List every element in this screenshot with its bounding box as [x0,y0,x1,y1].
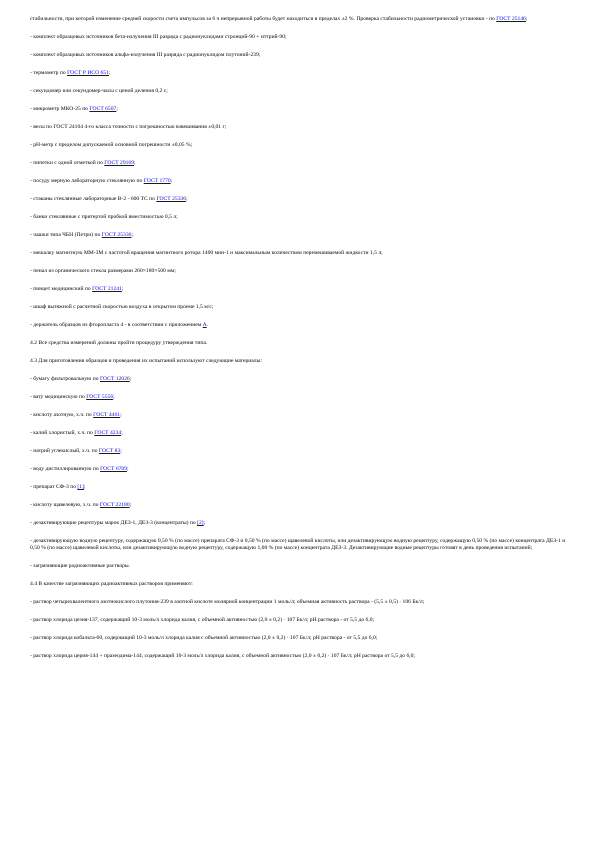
paragraph-text: ; [203,519,206,526]
paragraph-text: - весы по ГОСТ 24104 4-го класса точности с погрешностью взвешивания ±0,01 г; [30,123,227,130]
paragraph-text: - калий хлористый, х.ч. по [30,429,95,436]
paragraph-text: 4.4 В качестве загрязняющих радиоактивных растворов применяют: [30,581,193,588]
paragraph [30,617,570,625]
paragraph-text: ; [127,465,129,472]
paragraph [30,268,570,276]
paragraph [30,430,570,438]
paragraph [30,358,570,366]
paragraph-text: - банки стеклянные с притертой пробкой вместимостью 0,5 л; [30,213,178,220]
paragraph [30,581,570,589]
reference-link[interactable]: ГОСТ 25336 [156,195,187,202]
reference-link[interactable]: ГОСТ 21241 [92,285,122,292]
reference-link[interactable]: ГОСТ 5556 [86,393,114,400]
paragraph-text: - микрометр МКО-25 по [30,105,90,112]
paragraph-text: - мешалку магнитную ММ-3М с частотой вращения магнитного ротора 1400 мин-1 и максимальным количеством перемешиваемой жидкости 1,5 л; [30,249,383,256]
paragraph [30,653,570,661]
reference-link[interactable]: ГОСТ 25336 [101,231,132,238]
paragraph-text: - дезактивирующие рецептуры марок ДЕЗ-1, ДЕЗ-3 (концентраты) по [30,519,198,526]
paragraph-text: . [206,321,209,328]
reference-link[interactable]: ГОСТ 12026 [99,375,130,382]
paragraph [30,448,570,456]
paragraph [30,484,570,492]
reference-link[interactable]: ГОСТ 22180 [99,501,130,508]
reference-link[interactable]: А [202,321,207,328]
reference-link[interactable]: ГОСТ Р ИСО 651 [67,69,109,76]
paragraph [30,322,570,330]
paragraph-text: ; [113,393,115,400]
reference-link[interactable]: ГОСТ 1770 [143,177,171,184]
paragraph-text: ; [120,447,122,454]
paragraph-text: ; [170,177,173,184]
paragraph-text: - стаканы стеклянные лабораторные В-2 - 600 ТС по [30,195,157,202]
paragraph-text: - дезактивирующую водную рецептуру, содержащую 0,50 % (по массе) препарата СФ-3 и 0,50 % (по массе) щавелевой кислоты, или дезактивирующую водную рецептуру, содержащую 0,50 % (по массе) концентрата ДЕЗ-1 и 0,50 % (по массе) щавелевой кислоты, или дезактивирующую водную рецептуру, содержащую 1,00 % (по массе) концентрата ДЕЗ-3. Дезактивирующие водные рецептуры готовят в день проведения испытаний; [30,537,566,552]
paragraph-text: ; [129,375,132,382]
paragraph-text: - бумагу фильтровальную по [30,375,100,382]
paragraph-text: ; [116,105,118,112]
paragraph [30,340,570,348]
reference-link[interactable]: ГОСТ 25146 [496,16,526,22]
reference-link[interactable]: ГОСТ 29169 [104,159,135,166]
paragraph-text: - комплект образцовых источников бета-излучения III разряда с радионуклидами стронций-90 + иттрий-90; [30,33,287,40]
reference-link[interactable]: ГОСТ 6709 [100,465,128,472]
paragraph-text: - шкаф вытяжной с расчетной скоростью воздуха в открытом проеме 1,5 м/с; [30,303,214,310]
document-body [30,16,570,671]
paragraph-text: - комплект образцовых источников альфа-излучения III разряда с радионуклидом плутоний-239; [30,51,261,58]
paragraph-text: 4.2 Все средства измерений должны пройти процедуру утверждения типа. [30,339,208,346]
reference-link[interactable]: [2] [197,519,204,526]
reference-link[interactable]: ГОСТ 83 [98,447,121,454]
paragraph-text: - чашки типа ЧБН (Петри) по [30,231,102,238]
paragraph-text: ; [121,285,124,292]
paragraph-text: ; [186,195,188,202]
paragraph [30,376,570,384]
paragraph [30,250,570,258]
paragraph-text: ; [83,483,86,490]
reference-link[interactable]: ГОСТ 4234 [94,429,122,436]
paragraph-text: - секундомер или секундомер-часы с ценой деления 0,2 с; [30,87,168,94]
paragraph [30,34,570,42]
paragraph [30,106,570,114]
paragraph [30,232,570,240]
paragraph [30,520,570,528]
paragraph-text: ; [134,159,136,166]
paragraph-text: - посуду мерную лабораторную стеклянную по [30,177,144,184]
reference-link[interactable]: [1] [77,483,84,490]
paragraph-text: - держатель образцов из фторопласта 4 - в соответствии с приложением [30,321,203,328]
paragraph-text: 4.3 Для приготовления образцов и проведения их испытаний используют следующие материалы: [30,357,262,364]
paragraph [30,599,570,607]
paragraph-text: - кислоту азотную, х.ч. по [30,411,94,418]
paragraph-text: ; [108,69,111,76]
paragraph [30,178,570,186]
paragraph-text: - раствор хлорида церия-144 + празеодима-144, содержащий 10-3 моль/л хлорида калия, с объемной активностью (2,0 ± 0,2) · 107 Бк/л; рН раствора от 5,5 до 6,0; [30,653,415,660]
paragraph-text: - пипетки с одной отметкой по [30,159,105,166]
paragraph-text: ; [131,231,134,238]
paragraph [30,286,570,294]
paragraph [30,124,570,132]
reference-link[interactable]: ГОСТ 4461 [93,411,121,418]
paragraph-text: стабильности, при которой изменение средней скорости счета импульсов за 6 ч непрерывной работы будет находиться в пределах ±2 %. Проверка стабильности радиометрической установки - по [30,16,497,22]
paragraph [30,52,570,60]
paragraph-text: - пенал из органического стекла размерами 260×180×500 мм; [30,267,176,274]
paragraph-text: - препарат СФ-3 по [30,483,78,490]
paragraph [30,563,570,571]
paragraph [30,538,570,553]
paragraph [30,196,570,204]
paragraph-text: - вату медицинскую по [30,393,87,400]
paragraph [30,466,570,474]
paragraph-text: ; [120,411,122,418]
paragraph [30,412,570,420]
paragraph-text: - рН-метр с пределом допускаемой основной погрешности ±0,05 %; [30,141,193,148]
paragraph [30,635,570,643]
paragraph-text: ; [121,429,123,436]
paragraph-text: ; [525,16,528,22]
paragraph-text: - раствор четырехвалентного азотнокислого плутония-239 в азотной кислоте молярной концентрации 1 моль/л; объемная активность раствора - (5,5 ± 0,5) · 106 Бк/л; [30,599,425,606]
paragraph [30,142,570,150]
paragraph [30,214,570,222]
paragraph-text: - раствор хлорида кобальта-60, содержащий 10-3 моль/л хлорида калия с объемной активностью (2,0 ± 0,2) · 107 Бк/л; рН раствора - от 5,5 до 6,0; [30,635,378,642]
paragraph-text: - натрий углекислый, х.ч. по [30,447,99,454]
paragraph [30,394,570,402]
paragraph [30,304,570,312]
paragraph [30,160,570,168]
paragraph [30,16,570,24]
paragraph-text: - раствор хлорида цезия-137, содержащий 10-3 моль/л хлорида калия, с объемной активностью (2,0 ± 0,2) · 107 Бк/л; рН раствора - от 5,5 до 6,0; [30,617,375,624]
paragraph-text: - воду дистиллированную по [30,465,101,472]
reference-link[interactable]: ГОСТ 6507 [89,105,117,112]
paragraph-text: - пинцет медицинский по [30,285,93,292]
paragraph [30,88,570,96]
paragraph-text: - кислоту щавелевую, х.ч. по [30,501,100,508]
paragraph-text: - загрязняющие радиоактивные растворы. [30,563,131,570]
paragraph [30,502,570,510]
paragraph [30,70,570,78]
paragraph-text: - термометр по [30,69,68,76]
paragraph-text: ; [129,501,132,508]
